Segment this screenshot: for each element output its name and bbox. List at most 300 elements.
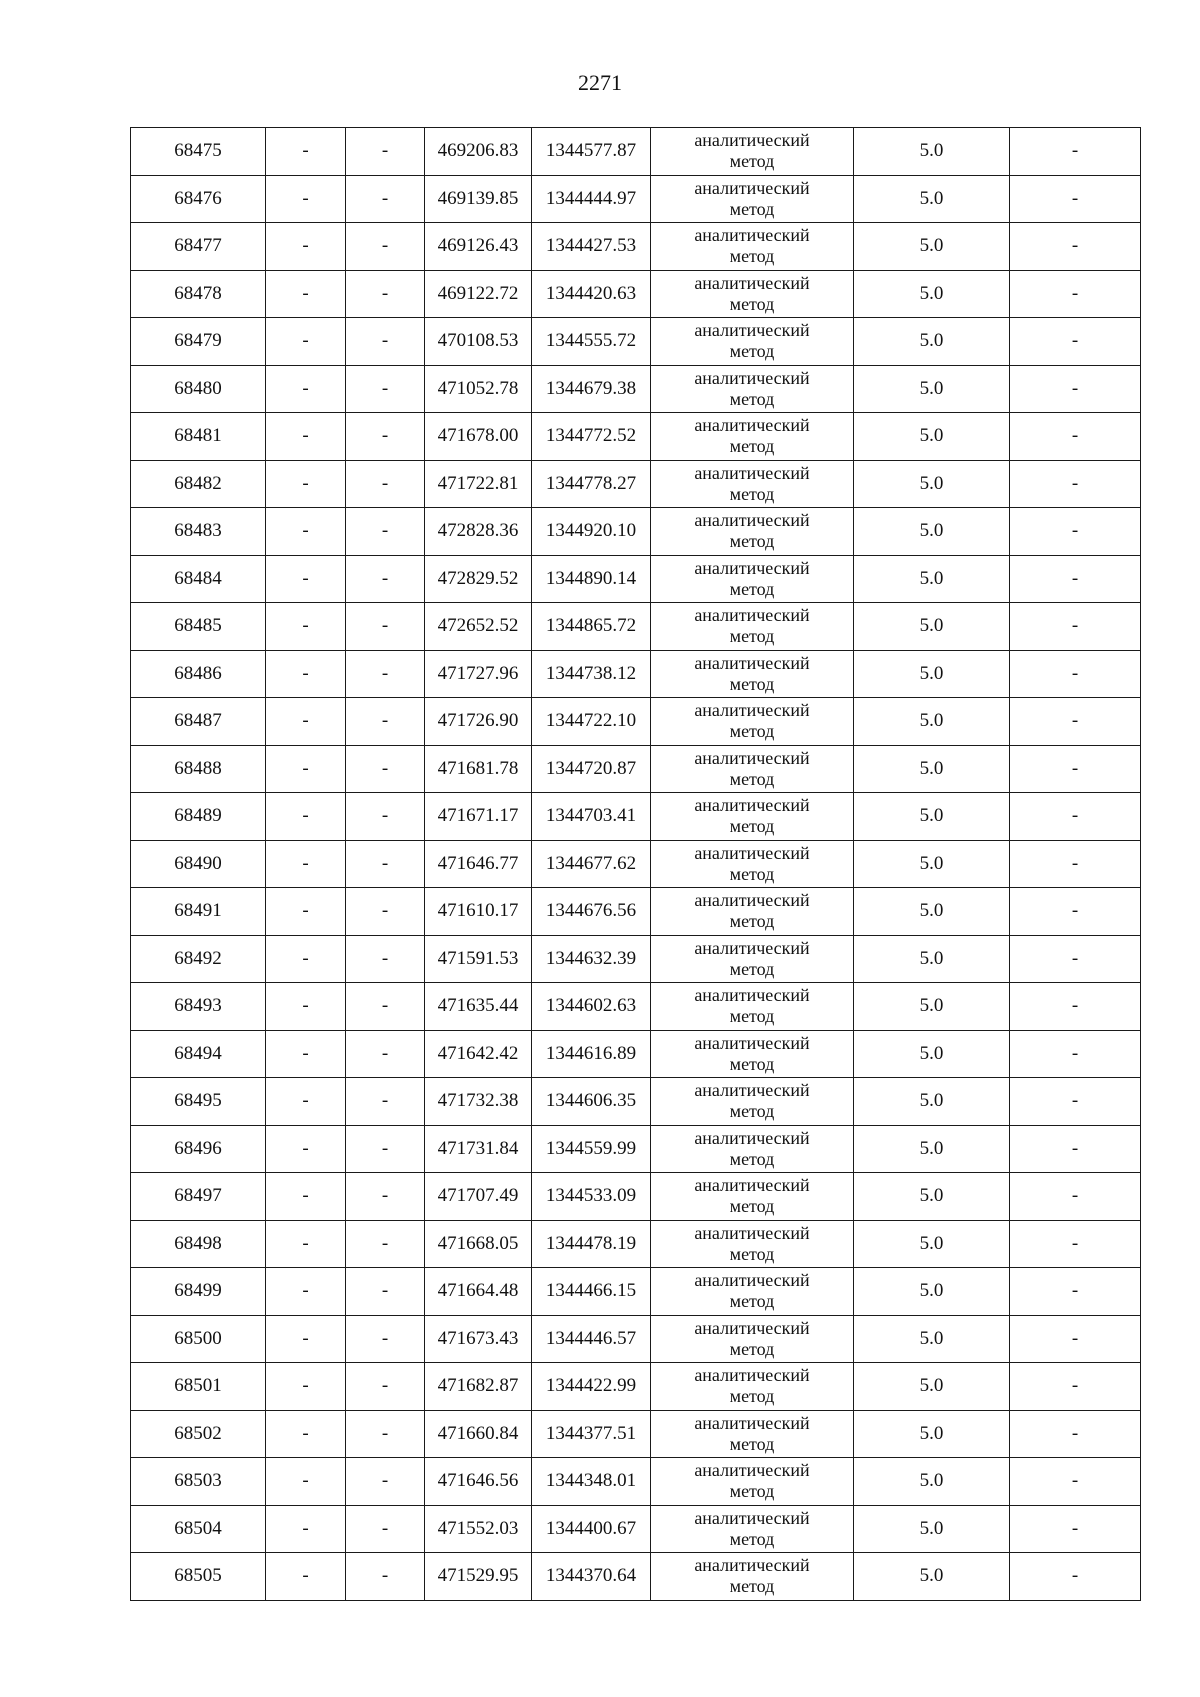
method-cell [651,175,854,223]
empty-value-cell: - [346,1220,425,1268]
method-cell [651,650,854,698]
empty-value-cell: - [1010,1505,1141,1553]
y-coordinate-cell: 1344778.27 [532,460,651,508]
method-line-1: аналитический [694,652,810,673]
method-line-1: аналитический [694,700,810,721]
method-line-2: метод [729,1481,775,1502]
empty-value-cell: - [1010,983,1141,1031]
empty-value-cell: - [266,935,346,983]
point-id-cell: 68503 [131,1458,266,1506]
empty-value-cell: - [1010,1030,1141,1078]
empty-value-cell: - [266,1553,346,1601]
method-line-1: аналитический [694,557,810,578]
y-coordinate-cell: 1344632.39 [532,935,651,983]
empty-value-cell: - [266,1410,346,1458]
accuracy-cell: 5.0 [854,1268,1010,1316]
empty-value-cell: - [266,508,346,556]
y-coordinate-cell: 1344533.09 [532,1173,651,1221]
method-line-1: аналитический [694,177,810,198]
empty-value-cell: - [266,1505,346,1553]
point-id-cell: 68475 [131,128,266,176]
empty-value-cell: - [266,175,346,223]
accuracy-cell: 5.0 [854,1410,1010,1458]
x-coordinate-cell: 470108.53 [425,318,532,366]
method-line-1: аналитический [694,462,810,483]
method-line-2: метод [729,1006,775,1027]
table-row [131,603,1141,651]
method-line-1: аналитический [694,320,810,341]
method-line-1: аналитический [694,747,810,768]
empty-value-cell: - [266,460,346,508]
x-coordinate-cell: 471731.84 [425,1125,532,1173]
accuracy-cell: 5.0 [854,270,1010,318]
y-coordinate-cell: 1344422.99 [532,1363,651,1411]
point-id-cell: 68476 [131,175,266,223]
empty-value-cell: - [346,413,425,461]
point-id-cell: 68505 [131,1553,266,1601]
method-line-2: метод [729,1053,775,1074]
method-line-1: аналитический [694,225,810,246]
empty-value-cell: - [266,270,346,318]
accuracy-cell: 5.0 [854,745,1010,793]
method-line-1: аналитический [694,1127,810,1148]
x-coordinate-cell: 472829.52 [425,555,532,603]
x-coordinate-cell: 471529.95 [425,1553,532,1601]
empty-value-cell: - [1010,318,1141,366]
method-line-1: аналитический [694,985,810,1006]
accuracy-cell: 5.0 [854,1458,1010,1506]
method-line-2: метод [729,1291,775,1312]
empty-value-cell: - [346,508,425,556]
method-line-1: аналитический [694,1175,810,1196]
method-cell [651,365,854,413]
empty-value-cell: - [266,983,346,1031]
table-row [131,745,1141,793]
point-id-cell: 68479 [131,318,266,366]
method-line-2: метод [729,768,775,789]
empty-value-cell: - [346,793,425,841]
x-coordinate-cell: 469122.72 [425,270,532,318]
table-row [131,793,1141,841]
method-line-1: аналитический [694,842,810,863]
method-line-2: метод [729,1196,775,1217]
method-line-1: аналитический [694,1080,810,1101]
point-id-cell: 68487 [131,698,266,746]
accuracy-cell: 5.0 [854,1030,1010,1078]
accuracy-cell: 5.0 [854,888,1010,936]
empty-value-cell: - [266,1220,346,1268]
method-cell [651,555,854,603]
empty-value-cell: - [266,1030,346,1078]
method-line-2: метод [729,578,775,599]
method-line-1: аналитический [694,130,810,151]
point-id-cell: 68495 [131,1078,266,1126]
y-coordinate-cell: 1344738.12 [532,650,651,698]
method-line-1: аналитический [694,1507,810,1528]
empty-value-cell: - [1010,128,1141,176]
empty-value-cell: - [346,1268,425,1316]
table-row [131,1173,1141,1221]
empty-value-cell: - [266,555,346,603]
x-coordinate-cell: 469126.43 [425,223,532,271]
point-id-cell: 68478 [131,270,266,318]
accuracy-cell: 5.0 [854,555,1010,603]
empty-value-cell: - [1010,650,1141,698]
method-line-2: метод [729,436,775,457]
method-cell [651,840,854,888]
empty-value-cell: - [346,175,425,223]
y-coordinate-cell: 1344427.53 [532,223,651,271]
empty-value-cell: - [346,888,425,936]
table-row [131,1315,1141,1363]
page-number: 2271 [578,70,622,95]
table-row [131,1220,1141,1268]
empty-value-cell: - [266,318,346,366]
table-row [131,1363,1141,1411]
point-id-cell: 68477 [131,223,266,271]
table-row [131,1505,1141,1553]
method-line-2: метод [729,198,775,219]
empty-value-cell: - [1010,270,1141,318]
empty-value-cell: - [346,365,425,413]
method-cell [651,1030,854,1078]
empty-value-cell: - [346,1173,425,1221]
y-coordinate-cell: 1344478.19 [532,1220,651,1268]
y-coordinate-cell: 1344400.67 [532,1505,651,1553]
table-row [131,1078,1141,1126]
empty-value-cell: - [346,840,425,888]
y-coordinate-cell: 1344703.41 [532,793,651,841]
x-coordinate-cell: 471681.78 [425,745,532,793]
method-cell [651,1505,854,1553]
empty-value-cell: - [266,1315,346,1363]
point-id-cell: 68501 [131,1363,266,1411]
x-coordinate-cell: 471642.42 [425,1030,532,1078]
method-line-2: метод [729,626,775,647]
empty-value-cell: - [1010,175,1141,223]
y-coordinate-cell: 1344348.01 [532,1458,651,1506]
accuracy-cell: 5.0 [854,1078,1010,1126]
empty-value-cell: - [1010,1458,1141,1506]
method-cell [651,1220,854,1268]
point-id-cell: 68482 [131,460,266,508]
point-id-cell: 68485 [131,603,266,651]
table-row [131,508,1141,556]
y-coordinate-cell: 1344677.62 [532,840,651,888]
accuracy-cell: 5.0 [854,603,1010,651]
point-id-cell: 68491 [131,888,266,936]
x-coordinate-cell: 471664.48 [425,1268,532,1316]
method-line-1: аналитический [694,367,810,388]
method-line-1: аналитический [694,605,810,626]
y-coordinate-cell: 1344920.10 [532,508,651,556]
method-cell [651,460,854,508]
point-id-cell: 68494 [131,1030,266,1078]
x-coordinate-cell: 471682.87 [425,1363,532,1411]
y-coordinate-cell: 1344446.57 [532,1315,651,1363]
point-id-cell: 68504 [131,1505,266,1553]
x-coordinate-cell: 471671.17 [425,793,532,841]
method-cell [651,1125,854,1173]
method-cell [651,1268,854,1316]
empty-value-cell: - [1010,698,1141,746]
method-line-2: метод [729,673,775,694]
table-row [131,270,1141,318]
method-line-2: метод [729,483,775,504]
x-coordinate-cell: 472652.52 [425,603,532,651]
empty-value-cell: - [346,555,425,603]
method-line-1: аналитический [694,937,810,958]
empty-value-cell: - [1010,745,1141,793]
method-line-2: метод [729,958,775,979]
accuracy-cell: 5.0 [854,1505,1010,1553]
accuracy-cell: 5.0 [854,223,1010,271]
y-coordinate-cell: 1344466.15 [532,1268,651,1316]
table-row [131,1553,1141,1601]
accuracy-cell: 5.0 [854,1173,1010,1221]
accuracy-cell: 5.0 [854,935,1010,983]
method-cell [651,745,854,793]
x-coordinate-cell: 471726.90 [425,698,532,746]
method-cell [651,1553,854,1601]
empty-value-cell: - [266,223,346,271]
method-cell [651,603,854,651]
table-row [131,1030,1141,1078]
method-line-1: аналитический [694,272,810,293]
method-cell [651,983,854,1031]
point-id-cell: 68502 [131,1410,266,1458]
y-coordinate-cell: 1344865.72 [532,603,651,651]
accuracy-cell: 5.0 [854,840,1010,888]
y-coordinate-cell: 1344890.14 [532,555,651,603]
empty-value-cell: - [266,603,346,651]
method-cell [651,1078,854,1126]
method-line-2: метод [729,151,775,172]
method-cell [651,1458,854,1506]
y-coordinate-cell: 1344377.51 [532,1410,651,1458]
table-row [131,1268,1141,1316]
table-row [131,1125,1141,1173]
empty-value-cell: - [1010,1268,1141,1316]
empty-value-cell: - [346,460,425,508]
method-line-1: аналитический [694,1270,810,1291]
empty-value-cell: - [346,270,425,318]
table-row [131,888,1141,936]
x-coordinate-cell: 471673.43 [425,1315,532,1363]
point-id-cell: 68488 [131,745,266,793]
table-body [131,128,1141,1601]
empty-value-cell: - [1010,1363,1141,1411]
accuracy-cell: 5.0 [854,650,1010,698]
x-coordinate-cell: 472828.36 [425,508,532,556]
method-cell [651,128,854,176]
point-id-cell: 68498 [131,1220,266,1268]
y-coordinate-cell: 1344679.38 [532,365,651,413]
method-line-2: метод [729,341,775,362]
accuracy-cell: 5.0 [854,1363,1010,1411]
point-id-cell: 68493 [131,983,266,1031]
empty-value-cell: - [266,1268,346,1316]
accuracy-cell: 5.0 [854,698,1010,746]
x-coordinate-cell: 471668.05 [425,1220,532,1268]
method-line-2: метод [729,246,775,267]
table-row [131,128,1141,176]
point-id-cell: 68490 [131,840,266,888]
point-id-cell: 68484 [131,555,266,603]
y-coordinate-cell: 1344676.56 [532,888,651,936]
empty-value-cell: - [1010,223,1141,271]
point-id-cell: 68500 [131,1315,266,1363]
method-cell [651,1410,854,1458]
method-line-2: метод [729,816,775,837]
method-line-2: метод [729,863,775,884]
empty-value-cell: - [346,1078,425,1126]
method-cell [651,270,854,318]
method-line-2: метод [729,1148,775,1169]
empty-value-cell: - [1010,508,1141,556]
empty-value-cell: - [1010,1220,1141,1268]
method-line-2: метод [729,911,775,932]
method-cell [651,318,854,366]
method-line-2: метод [729,1101,775,1122]
empty-value-cell: - [266,1078,346,1126]
method-line-1: аналитический [694,1555,810,1576]
x-coordinate-cell: 471660.84 [425,1410,532,1458]
table-row [131,1458,1141,1506]
x-coordinate-cell: 471646.77 [425,840,532,888]
y-coordinate-cell: 1344577.87 [532,128,651,176]
method-cell [651,1363,854,1411]
y-coordinate-cell: 1344370.64 [532,1553,651,1601]
empty-value-cell: - [346,128,425,176]
empty-value-cell: - [346,983,425,1031]
method-line-1: аналитический [694,415,810,436]
table-row [131,413,1141,461]
y-coordinate-cell: 1344444.97 [532,175,651,223]
empty-value-cell: - [346,1505,425,1553]
method-cell [651,413,854,461]
table-row [131,698,1141,746]
method-line-1: аналитический [694,1317,810,1338]
accuracy-cell: 5.0 [854,983,1010,1031]
point-id-cell: 68483 [131,508,266,556]
empty-value-cell: - [1010,460,1141,508]
empty-value-cell: - [346,318,425,366]
empty-value-cell: - [266,698,346,746]
y-coordinate-cell: 1344559.99 [532,1125,651,1173]
method-line-1: аналитический [694,1222,810,1243]
empty-value-cell: - [266,1363,346,1411]
table-row [131,460,1141,508]
accuracy-cell: 5.0 [854,365,1010,413]
empty-value-cell: - [346,1030,425,1078]
empty-value-cell: - [266,650,346,698]
method-line-2: метод [729,1576,775,1597]
method-line-1: аналитический [694,1460,810,1481]
empty-value-cell: - [1010,1125,1141,1173]
method-line-2: метод [729,388,775,409]
method-cell [651,1315,854,1363]
empty-value-cell: - [266,413,346,461]
accuracy-cell: 5.0 [854,1553,1010,1601]
method-cell [651,698,854,746]
method-cell [651,1173,854,1221]
method-line-2: метод [729,721,775,742]
method-line-1: аналитический [694,1032,810,1053]
point-id-cell: 68481 [131,413,266,461]
empty-value-cell: - [346,1458,425,1506]
accuracy-cell: 5.0 [854,413,1010,461]
table-row [131,840,1141,888]
empty-value-cell: - [1010,793,1141,841]
x-coordinate-cell: 471635.44 [425,983,532,1031]
point-id-cell: 68489 [131,793,266,841]
empty-value-cell: - [266,888,346,936]
empty-value-cell: - [1010,840,1141,888]
coordinates-table [130,127,1141,1601]
empty-value-cell: - [1010,935,1141,983]
empty-value-cell: - [266,1173,346,1221]
y-coordinate-cell: 1344722.10 [532,698,651,746]
method-line-1: аналитический [694,795,810,816]
table-row [131,175,1141,223]
empty-value-cell: - [1010,365,1141,413]
empty-value-cell: - [1010,413,1141,461]
y-coordinate-cell: 1344772.52 [532,413,651,461]
empty-value-cell: - [1010,555,1141,603]
x-coordinate-cell: 471591.53 [425,935,532,983]
accuracy-cell: 5.0 [854,460,1010,508]
empty-value-cell: - [346,745,425,793]
table-row [131,223,1141,271]
method-cell [651,508,854,556]
y-coordinate-cell: 1344606.35 [532,1078,651,1126]
accuracy-cell: 5.0 [854,318,1010,366]
x-coordinate-cell: 469206.83 [425,128,532,176]
table-row [131,555,1141,603]
empty-value-cell: - [346,1410,425,1458]
x-coordinate-cell: 471722.81 [425,460,532,508]
empty-value-cell: - [346,1315,425,1363]
method-cell [651,935,854,983]
empty-value-cell: - [1010,888,1141,936]
method-line-2: метод [729,1243,775,1264]
empty-value-cell: - [1010,1078,1141,1126]
method-line-1: аналитический [694,890,810,911]
empty-value-cell: - [346,650,425,698]
empty-value-cell: - [1010,1410,1141,1458]
x-coordinate-cell: 471552.03 [425,1505,532,1553]
empty-value-cell: - [1010,1173,1141,1221]
method-line-2: метод [729,1528,775,1549]
accuracy-cell: 5.0 [854,1220,1010,1268]
method-line-2: метод [729,293,775,314]
point-id-cell: 68499 [131,1268,266,1316]
y-coordinate-cell: 1344555.72 [532,318,651,366]
empty-value-cell: - [266,1458,346,1506]
point-id-cell: 68486 [131,650,266,698]
point-id-cell: 68480 [131,365,266,413]
empty-value-cell: - [346,223,425,271]
empty-value-cell: - [266,745,346,793]
table-row [131,365,1141,413]
table-row [131,318,1141,366]
method-cell [651,888,854,936]
point-id-cell: 68497 [131,1173,266,1221]
empty-value-cell: - [346,1363,425,1411]
point-id-cell: 68496 [131,1125,266,1173]
empty-value-cell: - [266,793,346,841]
